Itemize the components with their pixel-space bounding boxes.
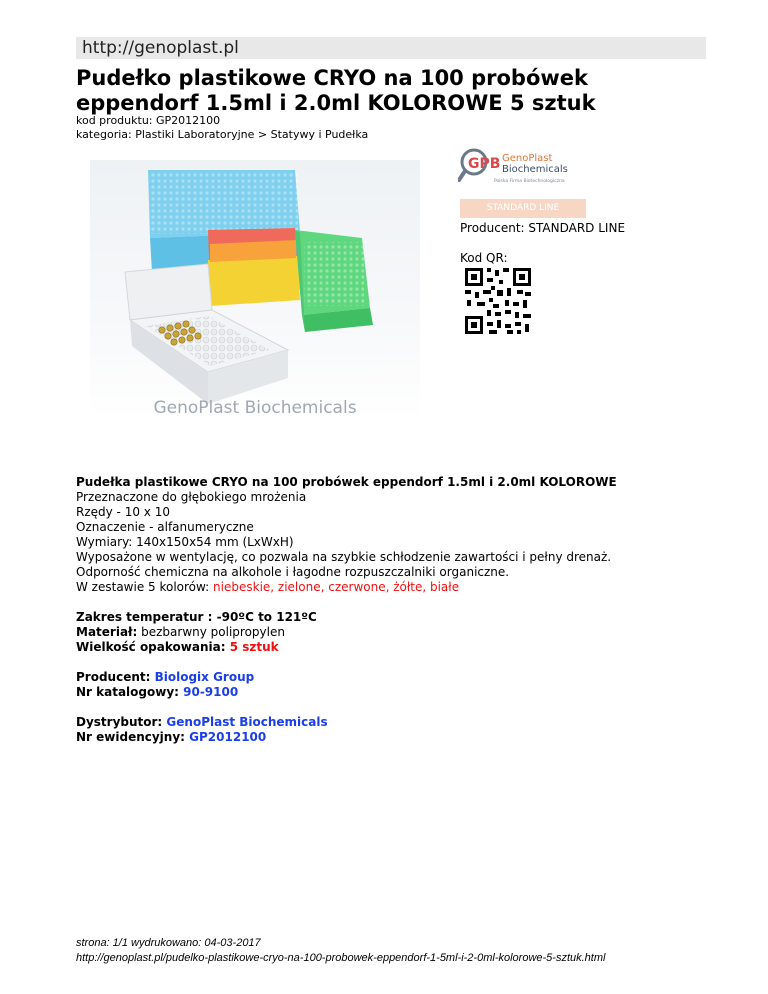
header-url-bar: http://genoplast.pl xyxy=(76,37,706,59)
material-line xyxy=(76,625,716,640)
brand-label: STANDARD LINE xyxy=(460,199,586,218)
description-line: Rzędy - 10 x 10 xyxy=(76,505,170,519)
description-line: Odporność chemiczna na alkohole i łagodne rozpuszczalniki organiczne. xyxy=(76,565,510,579)
registry-number-line xyxy=(76,730,716,745)
footer-url: http://genoplast.pl/pudelko-plastikowe-cryo-na-100-probowek-eppendorf-1-5ml-i-2-0ml-kolorowe-5-sztuk.html xyxy=(76,952,606,964)
qr-label: Kod QR: xyxy=(460,251,508,265)
svg-text:GenoPlast: GenoPlast xyxy=(502,153,553,164)
description-line: Przeznaczone do głębokiego mrożenia xyxy=(76,490,307,504)
package-size-label: Wielkość opakowania: xyxy=(76,640,226,654)
page-title: Pudełko plastikowe CRYO na 100 probówek eppendorf 1.5ml i 2.0ml KOLOROWE 5 sztuk xyxy=(76,66,596,115)
registry-number-label: Nr ewidencyjny: xyxy=(76,730,185,744)
package-size-value: 5 sztuk xyxy=(225,640,279,654)
product-code: kod produktu: GP2012100 xyxy=(76,114,221,127)
cryo-boxes-illustration xyxy=(90,160,420,420)
description-heading: Pudełka plastikowe CRYO na 100 probówek eppendorf 1.5ml i 2.0ml KOLOROWE xyxy=(76,475,617,489)
package-size-line xyxy=(76,640,716,655)
product-description xyxy=(76,475,716,745)
distributor-value: GenoPlast Biochemicals xyxy=(162,715,328,729)
distributor-line xyxy=(76,715,716,730)
catalog-number-value: 90-9100 xyxy=(178,685,239,699)
description-line: Wymiary: 140x150x54 mm (LxWxH) xyxy=(76,535,294,549)
photo-watermark: GenoPlast Biochemicals xyxy=(153,398,357,418)
catalog-number-label: Nr katalogowy: xyxy=(76,685,179,699)
producer-line xyxy=(76,670,716,685)
qr-code xyxy=(463,266,533,336)
print-info: strona: 1/1 wydrukowano: 04-03-2017 xyxy=(76,937,261,949)
colors-value: niebeskie, zielone, czerwone, żółte, białe xyxy=(213,580,460,594)
print-footer xyxy=(76,936,605,966)
registry-number-value: GP2012100 xyxy=(184,730,267,744)
colors-line xyxy=(76,580,716,595)
svg-text:GPB: GPB xyxy=(468,156,501,172)
genoplast-logo xyxy=(458,144,584,188)
producer-value: Biologix Group xyxy=(150,670,255,684)
temperature-range: Zakres temperatur : -90ºC to 121ºC xyxy=(76,610,317,624)
distributor-label: Dystrybutor: xyxy=(76,715,163,729)
svg-text:Biochemicals: Biochemicals xyxy=(502,164,568,175)
producer-label: Producent: xyxy=(76,670,151,684)
svg-text:Polska Firma Biotechnologiczna: Polska Firma Biotechnologiczna xyxy=(494,179,565,184)
description-line: Oznaczenie - alfanumeryczne xyxy=(76,520,254,534)
catalog-number-line xyxy=(76,685,716,700)
category-breadcrumb: kategoria: Plastiki Laboratoryjne > Statywy i Pudełka xyxy=(76,128,369,141)
material-value: bezbarwny polipropylen xyxy=(137,625,285,639)
material-label: Materiał: xyxy=(76,625,138,639)
description-line: Wyposażone w wentylację, co pozwala na szybkie schłodzenie zawartości i pełny drenaż. xyxy=(76,550,612,564)
producer-side-label: Producent: STANDARD LINE xyxy=(460,221,626,235)
product-photo xyxy=(90,160,420,420)
colors-label: W zestawie 5 kolorów: xyxy=(76,580,214,594)
